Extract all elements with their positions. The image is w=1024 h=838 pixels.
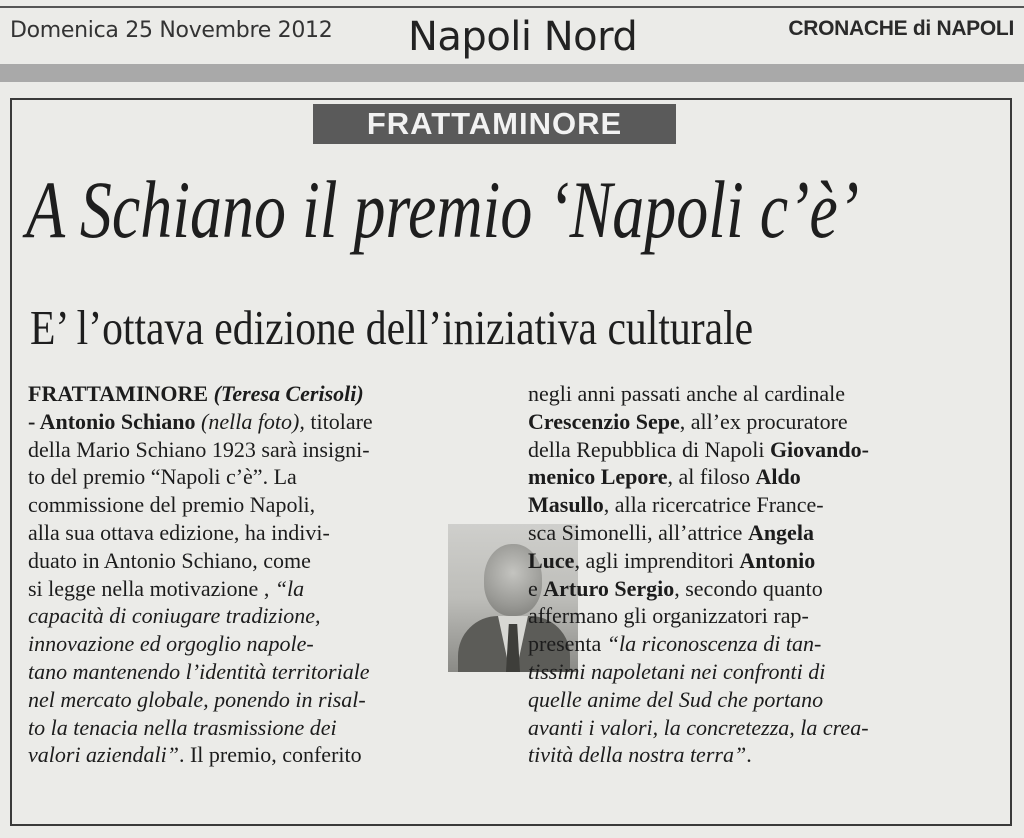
text-line: avanti i valori, la concretezza, la crea-	[528, 714, 869, 740]
text-line: Masullo, alla ricercatrice France-	[528, 492, 824, 518]
text-line: duato in Antonio Schiano, come	[28, 547, 311, 573]
text-line: Luce, agli imprenditori Antonio	[528, 547, 816, 573]
article-kicker: FRATTAMINORE	[313, 104, 676, 144]
text-line: tano mantenendo l’identità territoriale	[28, 658, 370, 684]
text-line: Crescenzio Sepe, all’ex procuratore	[528, 408, 848, 434]
text-line: innovazione ed orgoglio napole-	[28, 631, 314, 657]
text-line: quelle anime del Sud che portano	[528, 686, 824, 712]
text-line: sca Simonelli, all’attrice Angela	[528, 519, 814, 545]
text-line: della Mario Schiano 1923 sarà insigni-	[28, 436, 370, 462]
text-line: - Antonio Schiano (nella foto), titolare	[28, 408, 373, 434]
header-top-rule	[0, 6, 1024, 8]
publication-date: Domenica 25 Novembre 2012	[10, 18, 333, 43]
text-line: della Repubblica di Napoli Giovando-	[528, 436, 869, 462]
text-line: valori aziendali”. Il premio, conferito	[28, 742, 362, 768]
text-line: to del premio “Napoli c’è”. La	[28, 464, 297, 490]
text-line: menico Lepore, al filoso Aldo	[528, 464, 801, 490]
text-line: affermano gli organizzatori rap-	[528, 603, 809, 629]
text-line: to la tenacia nella trasmissione dei	[28, 714, 337, 740]
page-header	[0, 0, 1024, 84]
article-right-column	[528, 380, 1006, 769]
text-line: e Arturo Sergio, secondo quanto	[528, 575, 823, 601]
text-line: nel mercato globale, ponendo in risal-	[28, 686, 366, 712]
text-line: tissimi napoletani nei confronti di	[528, 658, 826, 684]
article-subheadline: E’ l’ottava edizione dell’iniziativa culturale	[30, 300, 754, 355]
text-line: commissione del premio Napoli,	[28, 492, 316, 518]
text-line: tività della nostra terra”.	[528, 742, 752, 768]
article-headline: A Schiano il premio ‘Napoli c’è’	[26, 164, 860, 255]
article-left-column	[28, 380, 498, 769]
newspaper-name: CRONACHE di NAPOLI	[788, 17, 1014, 40]
section-title: Napoli Nord	[408, 14, 638, 60]
text-line: negli anni passati anche al cardinale	[528, 381, 846, 406]
text-line: presenta “la riconoscenza di tan-	[528, 631, 822, 657]
text-line: FRATTAMINORE (Teresa Cerisoli)	[28, 381, 364, 406]
text-line: si legge nella motivazione , “la	[28, 575, 305, 601]
header-grey-band	[0, 64, 1024, 82]
text-line: capacità di coniugare tradizione,	[28, 603, 321, 629]
text-line: alla sua ottava edizione, ha indivi-	[28, 519, 330, 545]
